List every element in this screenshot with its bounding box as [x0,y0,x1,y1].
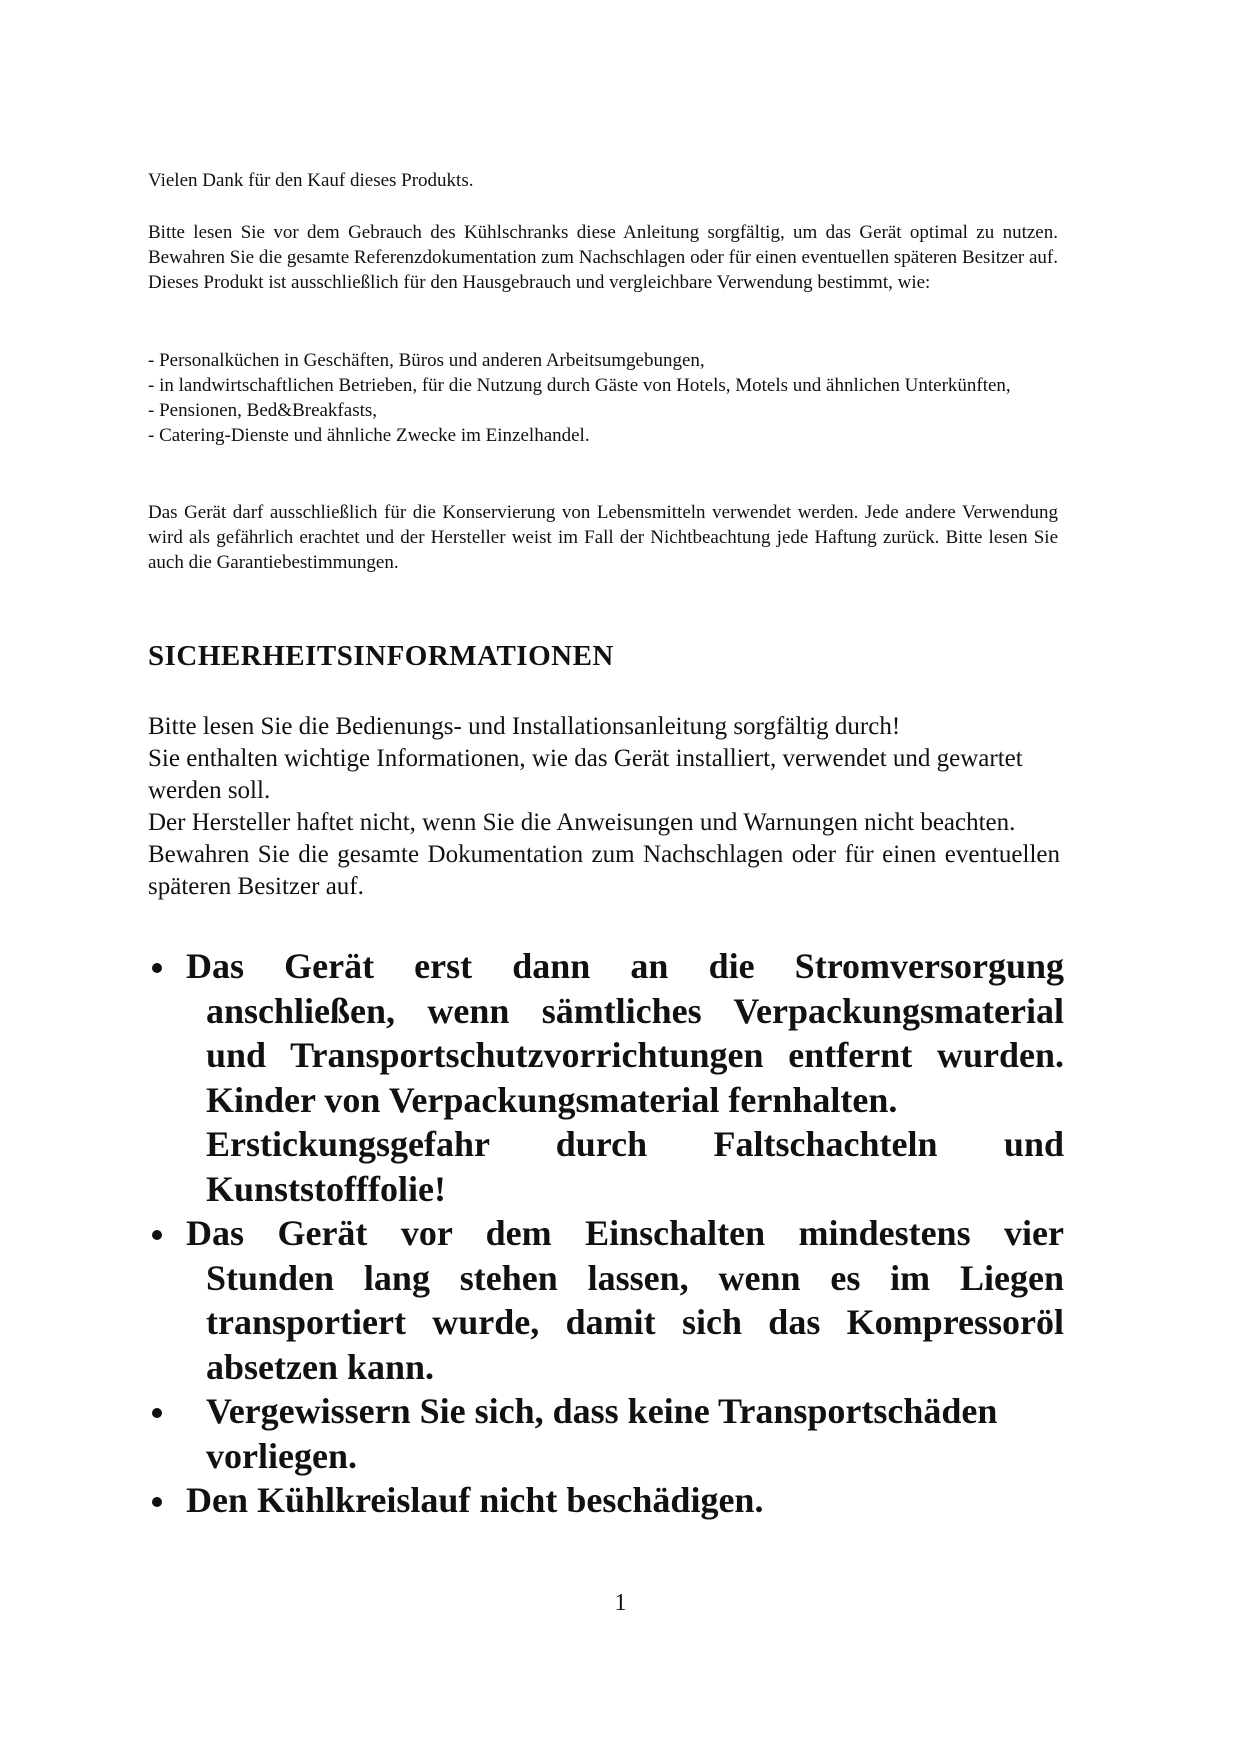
safety-bullets [148,944,1064,1523]
bullet-item [148,1478,1064,1523]
intro-paragraph: Bitte lesen Sie vor dem Gebrauch des Kühlschranks diese Anleitung sorgfältig, um das Gerät optimal zu nutzen. Bewahren Sie die gesamte Referenzdokumentation zum Nachschlagen oder für einen eventuellen späteren Besitzer auf. Dieses Produkt ist ausschließlich für den Hausgebrauch und vergleichbare Verwendung bestimmt, wie: [148,222,1058,293]
safety-line: Bitte lesen Sie die Bedienungs- und Installationsanleitung sorgfältig durch! [148,713,901,740]
bullet-first-line: Das Gerät vor dem Einschalten mindestens vier [186,1213,1064,1253]
bullet-line: anschließen, wenn sämtliches Verpackungsmaterial [206,990,1064,1031]
bullet-line: und Transportschutzvorrichtungen entfernt wurden. [206,1035,1064,1075]
usage-item: - Pensionen, Bed&Breakfasts, [148,400,378,421]
bullet-dot-icon [152,963,162,973]
bullet-first-line: Vergewissern Sie sich, dass keine Transportschäden [206,1391,998,1431]
safety-line: Bewahren Sie die gesamte Dokumentation zum Nachschlagen oder für einen eventuellen späteren Besitzer auf. [148,841,1060,900]
bullet-line: Kunststofffolie! [206,1168,446,1209]
bullet-dot-icon [152,1408,162,1418]
bullet-dot-icon [152,1230,162,1240]
bullet-line: Kinder von Verpackungsmaterial fernhalten. [206,1079,898,1120]
bullet-dot-icon [152,1497,162,1507]
bullet-item [148,1389,1064,1478]
disclaimer-text: Das Gerät darf ausschließlich für die Konservierung von Lebensmitteln verwendet werden. Jede andere Verwendung wird als gefährlich erachtet und der Hersteller weist im Fall der Nichtbeachtung jede Haftung zurück. Bitte lesen Sie auch die Garantiebestimmungen. [148,502,1058,573]
bullet-first-line: Das Gerät erst dann an die Stromversorgung [186,946,1064,986]
usage-list [148,348,1058,448]
bullet-continuation [206,1256,1064,1390]
usage-item: - Catering-Dienste und ähnliche Zwecke im Einzelhandel. [148,425,590,446]
safety-line: Der Hersteller haftet nicht, wenn Sie die Anweisungen und Warnungen nicht beachten. [148,809,1016,836]
page-number: 1 [614,1590,627,1616]
safety-intro [148,711,1060,903]
safety-heading: SICHERHEITSINFORMATIONEN [148,640,614,672]
intro-thanks [148,168,1058,193]
bullet-line: Erstickungsgefahr durch Faltschachteln und [206,1124,1064,1164]
bullet-continuation [206,1434,1064,1479]
usage-item: - in landwirtschaftlichen Betrieben, für die Nutzung durch Gäste von Hotels, Motels und ähnlichen Unterkünften, [148,375,1011,396]
bullet-line: absetzen kann. [206,1346,435,1387]
bullet-item [148,1211,1064,1389]
safety-line: Sie enthalten wichtige Informationen, wie das Gerät installiert, verwendet und gewartet werden soll. [148,745,1023,804]
bullet-first-line: Den Kühlkreislauf nicht beschädigen. [186,1480,764,1520]
bullet-line: vorliegen. [206,1435,357,1476]
bullet-item [148,944,1064,1211]
intro-body [148,220,1058,295]
bullet-continuation [206,989,1064,1212]
usage-item: - Personalküchen in Geschäften, Büros und anderen Arbeitsumgebungen, [148,350,705,371]
disclaimer [148,500,1058,575]
bullet-line: Stunden lang stehen lassen, wenn es im Liegen [206,1257,1064,1298]
bullet-line: transportiert wurde, damit sich das Kompressoröl [206,1302,1064,1342]
thanks-text: Vielen Dank für den Kauf dieses Produkts. [148,170,474,191]
